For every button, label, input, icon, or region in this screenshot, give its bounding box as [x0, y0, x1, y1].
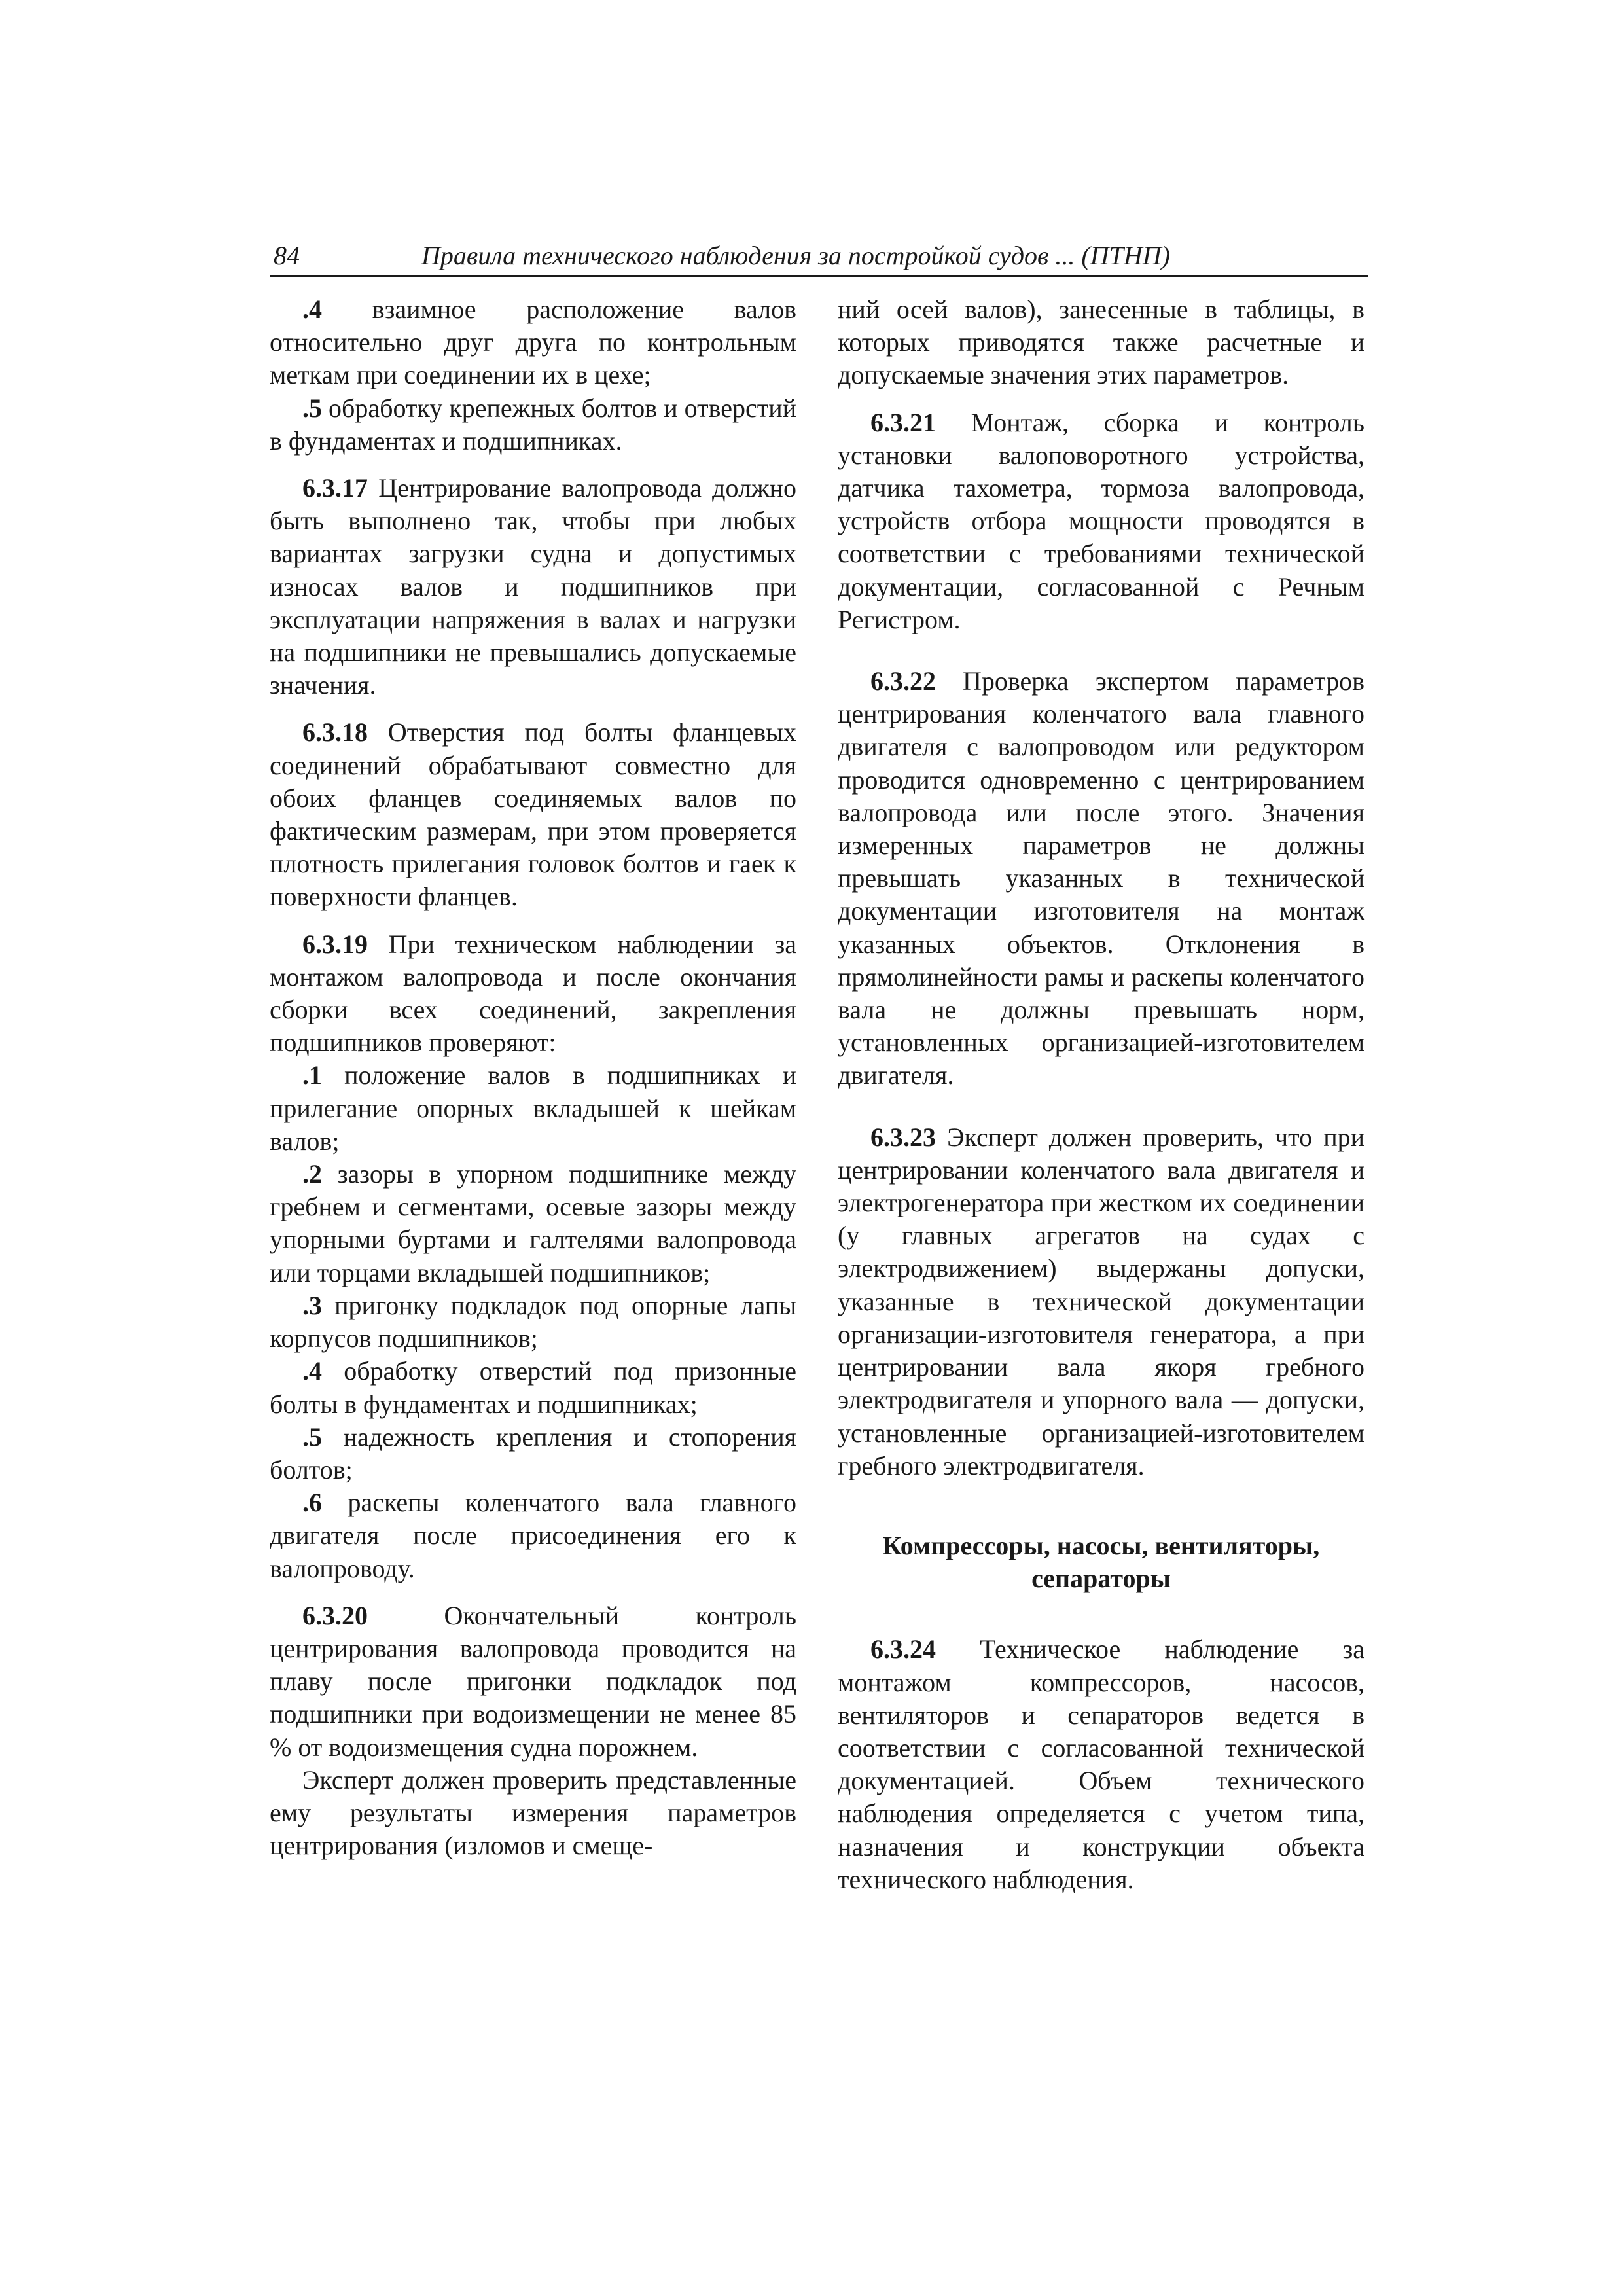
clause-6-3-17 [270, 472, 796, 702]
clause-text: Проверка экспертом параметров центрирования коленчатого вала главного двигателя с валопроводом или редуктором проводится одновременно с центрированием валопровода или после этого. Значения измеренных параметров не должны превышать указанных в технической документации изготовителя на монтаж указанных объектов. Отклонения в прямолинейности рамы и раскепы коленчатого вала не должны превышать норм, установленных организацией-изготовителем двигателя. [838, 666, 1364, 1090]
section-heading-line: сепараторы [1031, 1564, 1171, 1594]
clause-text: При техническом наблюдении за монтажом валопровода и после окончания сборки всех соединений, закрепления подшипников проверяют: [270, 929, 797, 1058]
section-heading-line: Компрессоры, насосы, вентиляторы, [882, 1530, 1320, 1560]
clause-number: 6.3.21 [870, 407, 936, 437]
running-title: Правила технического наблюдения за постройкой судов ... (ПТНП) [421, 241, 1170, 270]
item-text: зазоры в упорном подшипнике между гребнем и сегментами, осевые зазоры между упорными буртами и галтелями валопровода или торцами вкладышей подшипников; [270, 1159, 797, 1287]
clause-text: Монтаж, сборка и контроль установки валоповоротного устройства, датчика тахометра, тормоза валопровода, устройств отбора мощности проводятся в соответствии с требованиями технической документации, согласованной с Речным Регистром. [838, 407, 1364, 634]
item-number: .2 [302, 1159, 322, 1189]
list-item [270, 392, 796, 457]
clause-number: 6.3.23 [870, 1122, 936, 1152]
item-number: .6 [302, 1488, 322, 1518]
clause-number: 6.3.17 [302, 473, 368, 503]
list-item [270, 1486, 796, 1585]
item-text: раскепы коленчатого вала главного двигателя после присоединения его к валопроводу. [270, 1488, 796, 1583]
list-item [270, 1355, 796, 1420]
clause-6-3-22 [838, 665, 1364, 1092]
clause-number: 6.3.24 [870, 1634, 936, 1664]
clause-text: Окончательный контроль центрирования валопровода проводится на плаву после пригонки подкладок под подшипники при водоизмещении не менее 85 % от водоизмещения судна порожнем. [270, 1600, 797, 1762]
list-item [270, 293, 796, 392]
item-text: обработку отверстий под призонные болты в фундаментах и подшипниках; [270, 1356, 797, 1419]
section-heading [838, 1530, 1364, 1595]
clause-number: 6.3.18 [302, 717, 368, 747]
clause-6-3-19 [270, 928, 796, 1060]
clause-text: Техническое наблюдение за монтажом компрессоров, насосов, вентиляторов и сепараторов ведется в соответствии с согласованной технической документацией. Объем технического наблюдения определяется с учетом типа, назначения и конструкции объекта технического наблюдения. [838, 1634, 1364, 1894]
item-text: надежность крепления и стопорения болтов; [270, 1422, 796, 1484]
paragraph: ний осей валов), занесенные в таблицы, в которых приводятся также расчетные и допускаемые значения этих параметров. [838, 295, 1364, 390]
clause-text: Отверстия под болты фланцевых соединений обрабатывают совместно для обоих фланцев соединяемых валов по фактическим размерам, при этом проверяется плотность прилегания головок болтов и гаек к поверхности фланцев. [270, 717, 796, 912]
item-text: положение валов в подшипниках и прилегание опорных вкладышей к шейкам валов; [270, 1060, 797, 1156]
clause-6-3-24 [838, 1633, 1364, 1896]
item-number: .5 [302, 393, 322, 423]
list-item [270, 1421, 796, 1486]
list-item [270, 1289, 796, 1355]
item-text: взаимное расположение валов относительно друг друга по контрольным меткам при соединении их в цехе; [270, 295, 797, 390]
item-text: пригонку подкладок под опорные лапы корпусов подшипников; [270, 1290, 796, 1354]
item-number: .4 [302, 1356, 322, 1386]
item-number: .4 [302, 295, 322, 324]
clause-6-3-21 [838, 406, 1364, 636]
paragraph: Эксперт должен проверить представленные ему результаты измерения параметров центрирования (изломов и смеще- [270, 1765, 796, 1861]
clause-number: 6.3.22 [870, 666, 936, 696]
item-text: обработку крепежных болтов и отверстий в фундаментах и подшипниках. [270, 393, 797, 456]
clause-text: Центрирование валопровода должно быть выполнено так, чтобы при любых вариантах загрузки судна и допустимых износах валов и подшипников при эксплуатации напряжения в валах и нагрузки на подшипники не превышались допускаемые значения. [270, 473, 797, 700]
item-number: .1 [302, 1060, 322, 1090]
clause-number: 6.3.20 [302, 1600, 368, 1630]
list-item [270, 1158, 796, 1289]
clause-6-3-23 [838, 1121, 1364, 1482]
left-column [270, 293, 796, 1862]
clause-number: 6.3.19 [302, 929, 368, 959]
item-number: .5 [302, 1422, 322, 1452]
item-number: .3 [302, 1290, 322, 1320]
clause-text: Эксперт должен проверить, что при центрировании коленчатого вала двигателя и электрогенератора при жестком их соединении (у главных агрегатов на судах с электродвижением) выдержаны допуски, указанные в технической документации организации-изготовителя генератора, а при центрировании вала якоря гребного электродвигателя и упорного вала — допуски, установленные организацией-изготовителем гребного электродвигателя. [838, 1122, 1365, 1480]
right-column [838, 293, 1364, 1896]
clause-6-3-20 [270, 1600, 796, 1764]
page-number: 84 [274, 241, 300, 270]
list-item [270, 1059, 796, 1158]
clause-6-3-18 [270, 716, 796, 913]
page-header [270, 237, 1368, 277]
